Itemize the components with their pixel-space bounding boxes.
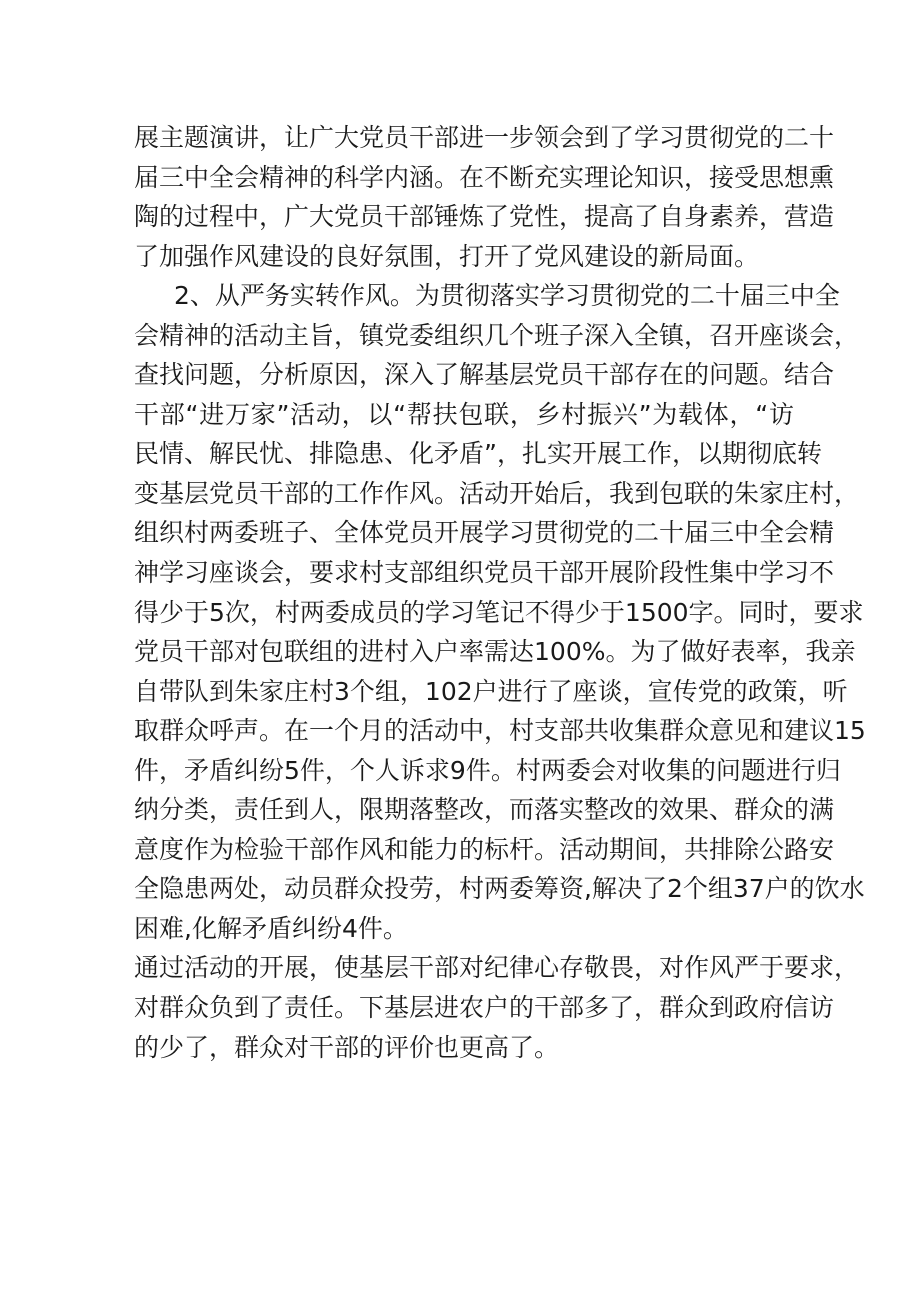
text-line: 取群众呼声。在一个月的活动中，村支部共收集群众意见和建议15 <box>134 716 866 746</box>
paragraph-1 <box>134 118 835 276</box>
text-line: 届三中全会精神的科学内涵。在不断充实理论知识，接受思想熏 <box>134 162 835 192</box>
text-line: 干部“进万家”活动，以“帮扶包联，乡村振兴”为载体，“访 <box>134 399 794 429</box>
text-line: 纳分类，责任到人，限期落整改，而落实整改的效果、群众的满 <box>134 795 835 825</box>
text-line: 展主题演讲，让广大党员干部进一步领会到了学习贯彻党的二十 <box>134 123 835 152</box>
text-line: 会精神的活动主旨，镇党委组织几个班子深入全镇，召开座谈会， <box>134 320 860 350</box>
text-line: 意度作为检验干部作风和能力的标杆。活动期间，共排除公路安 <box>134 834 835 864</box>
text-line: 全隐患两处，动员群众投劳，村两委筹资,解决了2个组37户的饮水 <box>134 874 865 904</box>
text-line: 了加强作风建设的良好氛围，打开了党风建设的新局面。 <box>134 241 760 271</box>
text-line: 困难,化解矛盾纠纷4件。 <box>134 913 408 943</box>
paragraph-2 <box>134 276 866 948</box>
text-line: 通过活动的开展，使基层干部对纪律心存敬畏，对作风严于要求， <box>134 953 860 983</box>
text-line: 神学习座谈会，要求村支部组织党员干部开展阶段性集中学习不 <box>134 558 835 588</box>
text-line: 变基层党员干部的工作作风。活动开始后，我到包联的朱家庄村， <box>134 478 860 508</box>
text-line: 民情、解民忧、排隐患、化矛盾”，扎实开展工作，以期彻底转 <box>134 439 822 469</box>
text-line: 2、从严务实转作风。为贯彻落实学习贯彻党的二十届三中全 <box>174 281 840 311</box>
text-line: 对群众负到了责任。下基层进农户的干部多了，群众到政府信访 <box>134 993 835 1023</box>
paragraph-3 <box>134 948 860 1067</box>
text-line: 件，矛盾纠纷5件，个人诉求9件。村两委会对收集的问题进行归 <box>134 755 841 785</box>
text-line: 的少了，群众对干部的评价也更高了。 <box>134 1032 560 1062</box>
text-line: 查找问题，分析原因，深入了解基层党员干部存在的问题。结合 <box>134 360 835 390</box>
text-line: 组织村两委班子、全体党员开展学习贯彻党的二十届三中全会精 <box>134 518 835 548</box>
text-line: 陶的过程中，广大党员干部锤炼了党性，提高了自身素养，营造 <box>134 202 835 232</box>
text-line: 得少于5次，村两委成员的学习笔记不得少于1500字。同时，要求 <box>134 597 864 627</box>
text-line: 党员干部对包联组的进村入户率需达100%。为了做好表率，我亲 <box>134 637 856 667</box>
text-line: 自带队到朱家庄村3个组，102户进行了座谈，宣传党的政策，听 <box>134 676 848 706</box>
document-body <box>134 118 866 1067</box>
